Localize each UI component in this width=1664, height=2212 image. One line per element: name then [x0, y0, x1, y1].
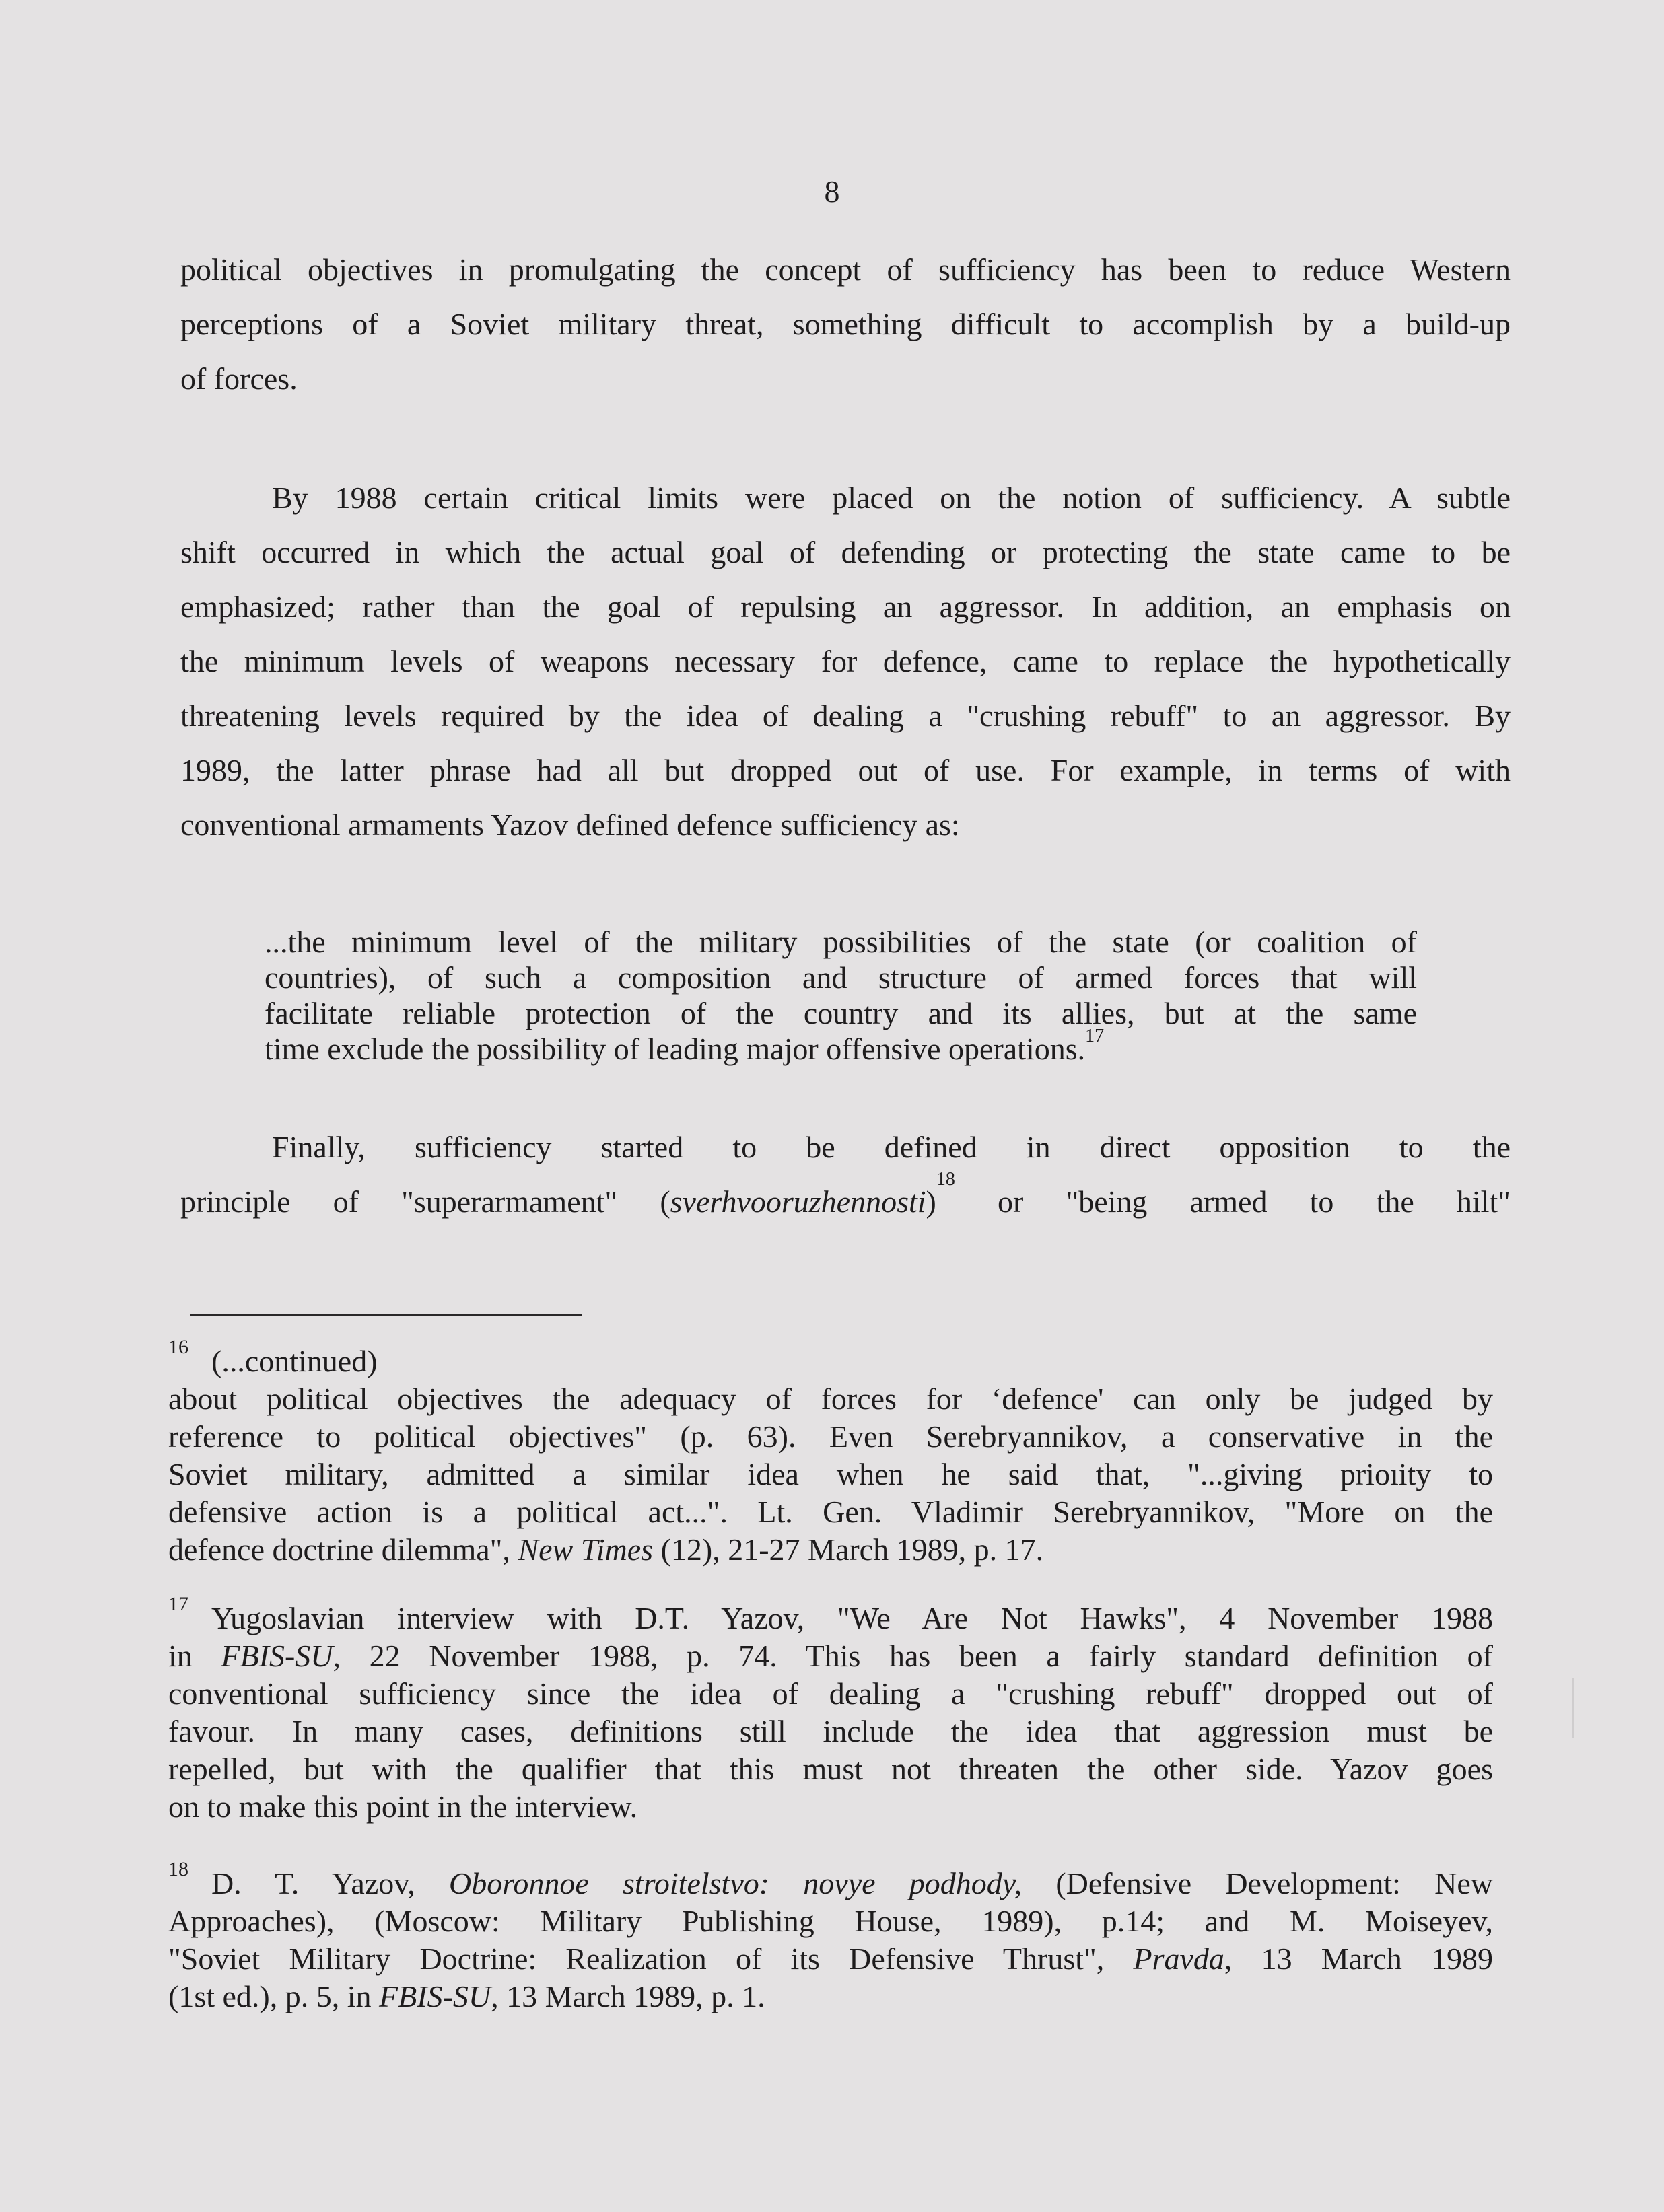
text-run: (12), 21-27 March 1989, p. 17.	[653, 1532, 1044, 1567]
text-run: principle of "superarmament" (	[180, 1184, 670, 1219]
text-run: "Soviet Military Doctrine: Realization of its Defensive Thrust",	[168, 1941, 1134, 1976]
footnote-line	[168, 1637, 1493, 1675]
italic-term: sverhvooruzhennosti	[670, 1184, 926, 1219]
paragraph-line: Finally, sufficiency started to be defined in direct opposition to the	[272, 1130, 1511, 1164]
footnote-mark: 16	[168, 1336, 188, 1358]
paragraph-line	[180, 1169, 1511, 1229]
text-run: in	[168, 1639, 221, 1673]
footnote-line: reference to political objectives" (p. 63). Even Serebryannikov, a conservative in the	[168, 1419, 1493, 1454]
text-run: , 13 March 1989, p. 1.	[491, 1979, 765, 2013]
paragraph-line: emphasized; rather than the goal of repulsing an aggressor. In addition, an emphasis on	[180, 590, 1511, 624]
paragraph-line: the minimum levels of weapons necessary for defence, came to replace the hypothetically	[180, 644, 1511, 678]
text-run: , 22 November 1988, p. 74. This has been a fairly standard definition of	[333, 1639, 1494, 1673]
paragraph-line: political objectives in promulgating the concept of sufficiency has been to reduce Western	[180, 252, 1511, 287]
footnote-18	[168, 1858, 1493, 2015]
footnote-line: Approaches), (Moscow: Military Publishing House, 1989), p.14; and M. Moiseyev,	[168, 1904, 1493, 1938]
footnote-ref-18[interactable]: 18	[936, 1169, 955, 1190]
text-run: (...continued)	[211, 1344, 378, 1378]
text-run: D. T. Yazov,	[211, 1866, 449, 1900]
footnote-line: favour. In many cases, definitions still include the idea that aggression must be	[168, 1714, 1493, 1748]
footnote-mark: 17	[168, 1593, 188, 1615]
block-quote	[265, 924, 1417, 1067]
footnote-line	[168, 1978, 1493, 2015]
footnote-line: Soviet military, admitted a similar idea when he said that, "...giving prioıity to	[168, 1457, 1493, 1491]
quote-line: facilitate reliable protection of the country and its allies, but at the same	[265, 996, 1417, 1030]
footnote-line	[168, 1858, 1493, 1902]
paragraph-line: threatening levels required by the idea of dealing a "crushing rebuff" to an aggressor. By	[180, 699, 1511, 733]
footnote-separator	[190, 1314, 582, 1316]
page-number: 8	[824, 174, 840, 209]
footnote-16	[168, 1336, 1493, 1569]
footnote-line: conventional sufficiency since the idea of dealing a "crushing rebuff" dropped out of	[168, 1676, 1493, 1711]
footnote-line: repelled, but with the qualifier that this must not threaten the other side. Yazov goes	[168, 1752, 1493, 1786]
quote-line	[265, 1026, 1417, 1067]
footnote-line	[168, 1593, 1493, 1637]
scan-artifact	[1572, 1678, 1574, 1738]
text-run: or "being armed to the hilt"	[955, 1184, 1511, 1219]
paragraph-3	[180, 1120, 1511, 1229]
footnote-line	[168, 1336, 1493, 1380]
text-run: (1st ed.), p. 5, in	[168, 1979, 380, 2013]
text-run: Yugoslavian interview with D.T. Yazov, "We Are Not Hawks", 4 November 1988	[211, 1601, 1493, 1635]
footnote-mark: 18	[168, 1858, 188, 1880]
footnote-17	[168, 1593, 1494, 1826]
footnote-line	[168, 1940, 1493, 1978]
italic-title: FBIS-SU	[379, 1979, 491, 2013]
text-run: (Defensive Development: New	[1022, 1866, 1493, 1900]
footnote-line: defensive action is a political act...". Lt. Gen. Vladimir Serebryannikov, "More on the	[168, 1495, 1493, 1529]
footnote-line	[168, 1531, 1493, 1569]
paragraph-2	[180, 470, 1511, 852]
footnote-line: about political objectives the adequacy of forces for ‘defence' can only be judged by	[168, 1382, 1493, 1416]
italic-title: Oboronnoe stroitelstvo: novye podhody,	[448, 1866, 1022, 1900]
text-run: )	[926, 1184, 936, 1219]
paragraph-line: perceptions of a Soviet military threat, something difficult to accomplish by a build-up	[180, 307, 1511, 341]
quote-line: countries), of such a composition and structure of armed forces that will	[265, 960, 1417, 995]
italic-title: New Times	[518, 1532, 654, 1567]
paragraph-line: conventional armaments Yazov defined defence sufficiency as:	[180, 808, 960, 842]
text-run: , 13 March 1989	[1224, 1941, 1493, 1976]
paragraph-line: 1989, the latter phrase had all but dropped out of use. For example, in terms of with	[180, 753, 1511, 787]
paragraph-1	[180, 242, 1511, 406]
paragraph-line: shift occurred in which the actual goal of defending or protecting the state came to be	[180, 535, 1511, 569]
paragraph-line: By 1988 certain critical limits were placed on the notion of sufficiency. A subtle	[272, 480, 1511, 515]
quote-text: time exclude the possibility of leading major offensive operations.	[265, 1032, 1086, 1066]
paragraph-line: of forces.	[180, 361, 298, 396]
footnote-ref-17[interactable]: 17	[1085, 1026, 1105, 1046]
italic-title: FBIS-SU	[221, 1639, 333, 1673]
quote-line: ...the minimum level of the military possibilities of the state (or coalition of	[265, 925, 1417, 959]
text-run: defence doctrine dilemma",	[168, 1532, 518, 1567]
italic-title: Pravda	[1133, 1941, 1224, 1976]
footnote-line: on to make this point in the interview.	[168, 1789, 638, 1824]
